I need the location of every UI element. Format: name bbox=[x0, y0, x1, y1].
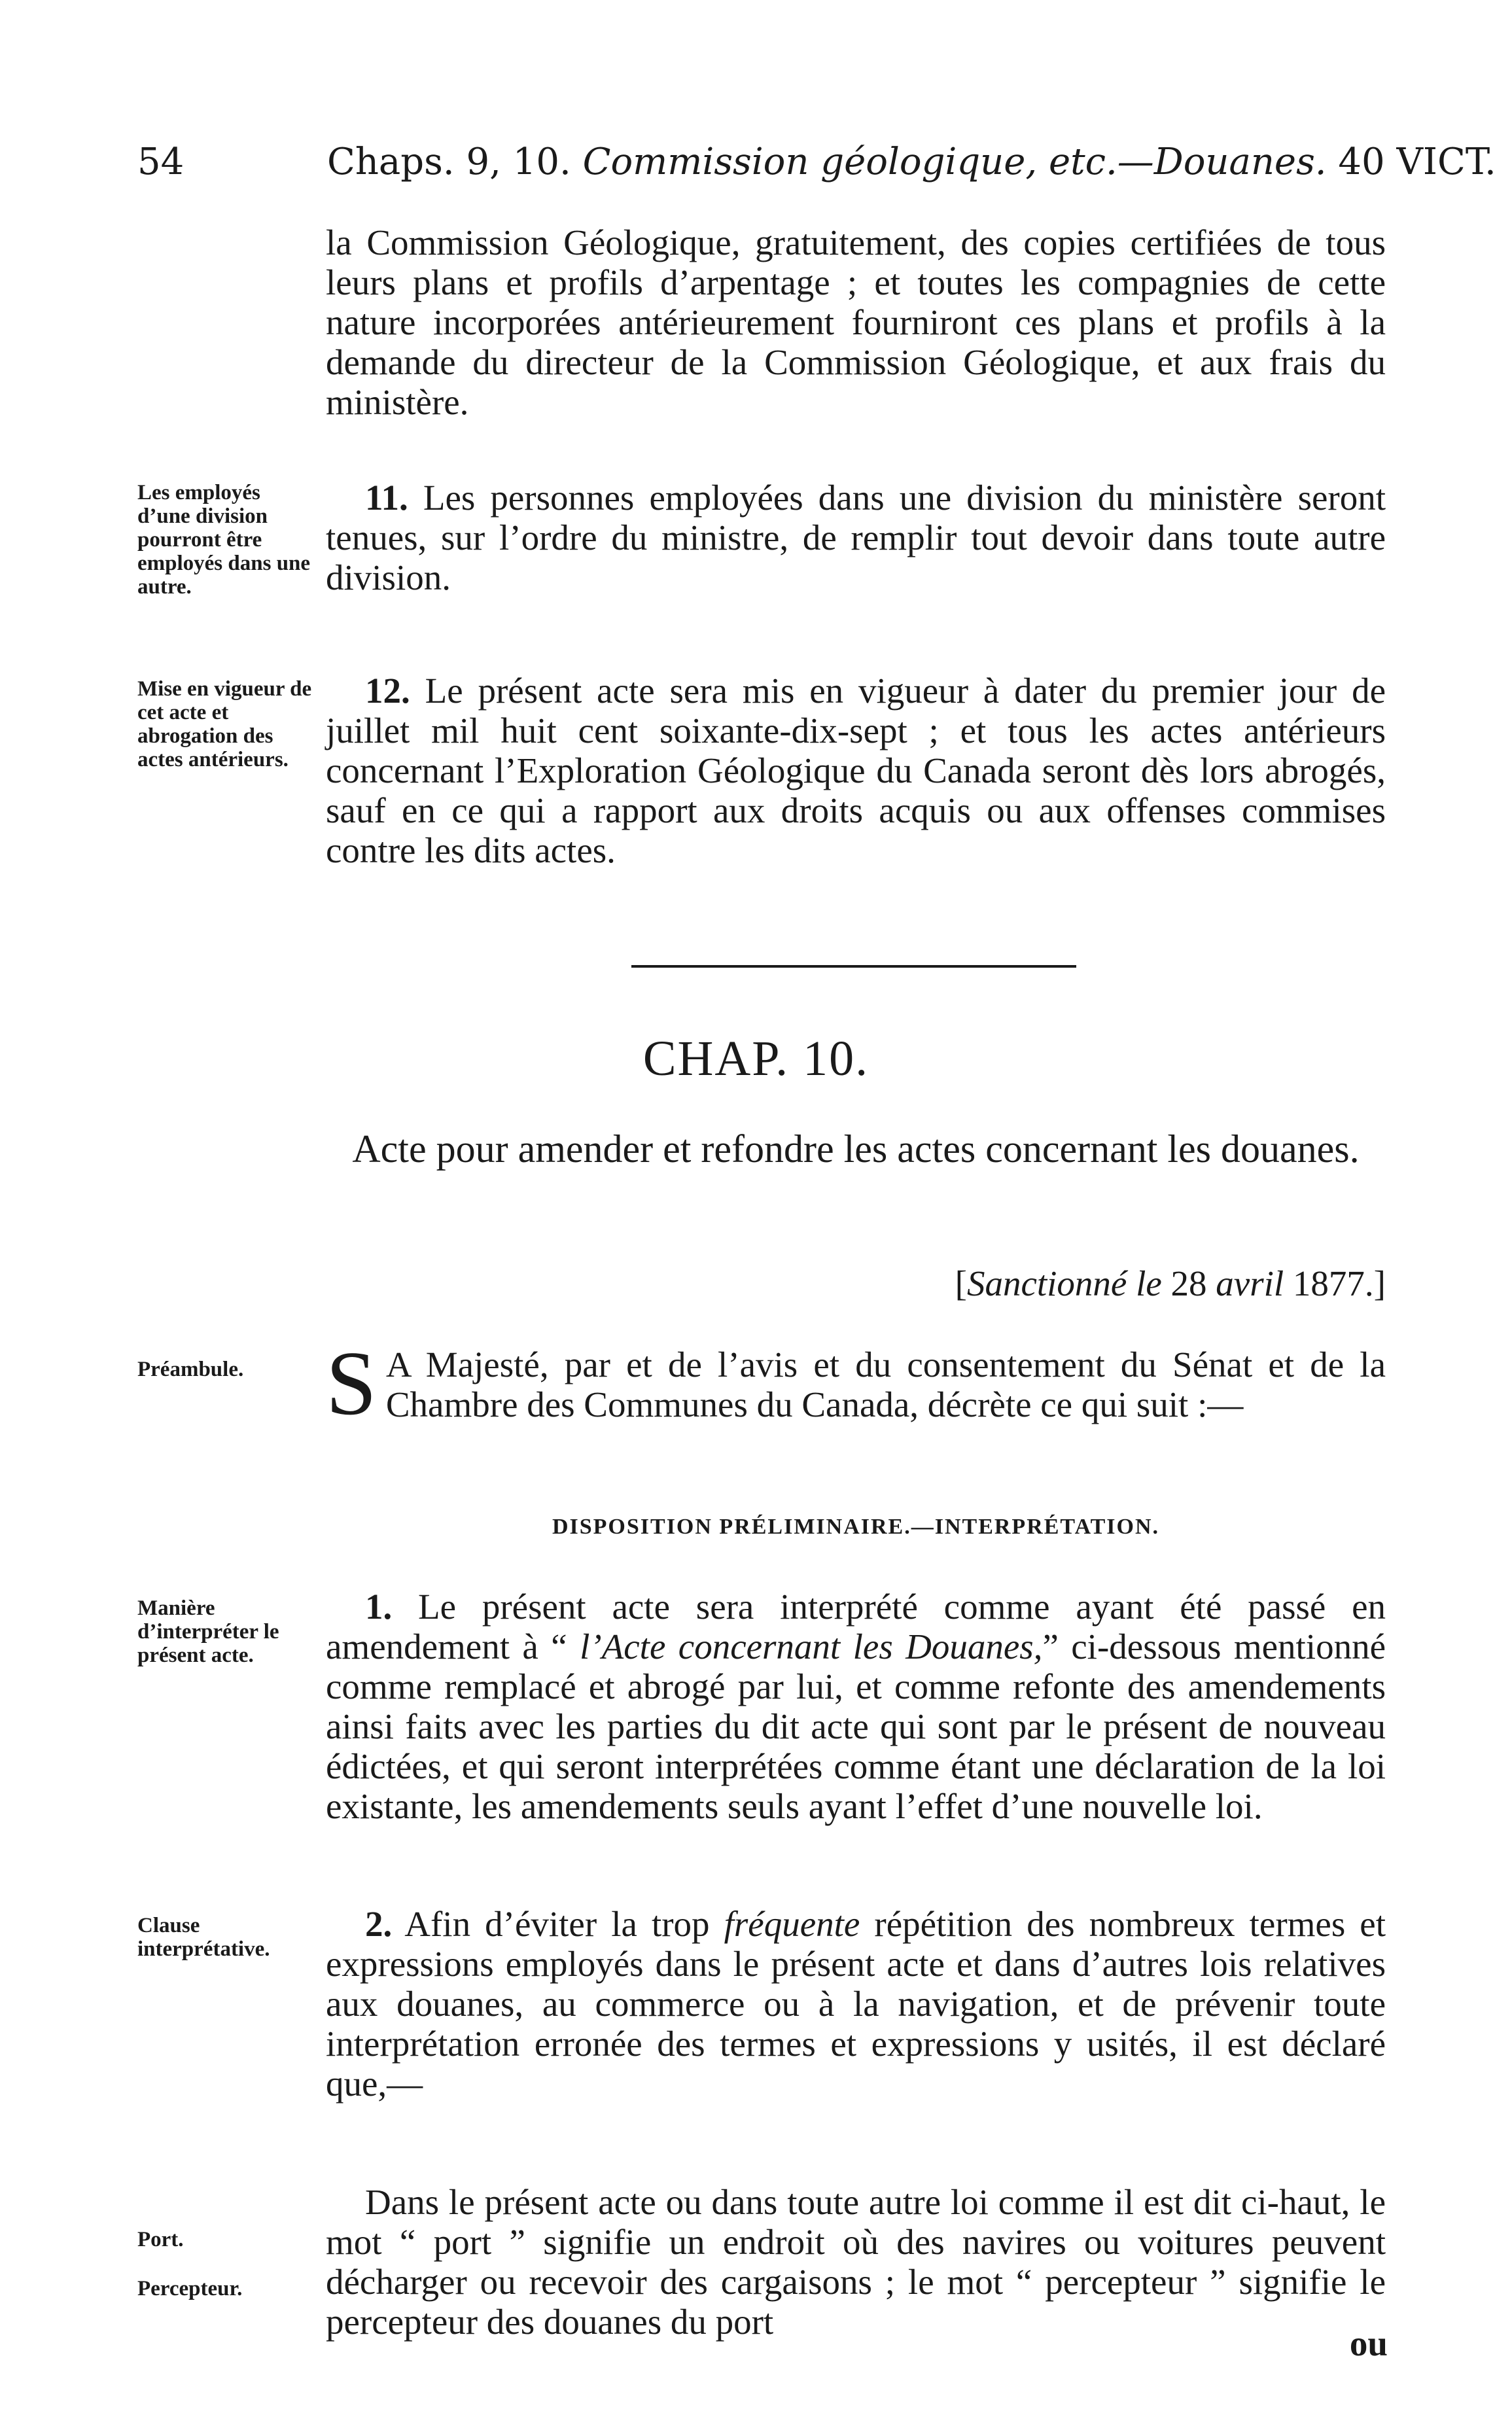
sanction-day: 28 bbox=[1170, 1263, 1207, 1303]
section12 bbox=[326, 671, 1386, 870]
sanction-year: 1877. bbox=[1292, 1263, 1374, 1303]
definitions bbox=[326, 2182, 1386, 2342]
running-header bbox=[0, 141, 1512, 186]
preamble-marginal-note: Préambule. bbox=[137, 1358, 244, 1381]
definitions-text: Dans le présent acte ou dans toute autre loi comme il est dit ci-haut, le mot “ port ” signifie un endroit où des navires ou voitures peuvent décharger ou recevoir des cargaisons ; le mot “ percepteur ” signifie le percepteur des douanes du port bbox=[326, 2182, 1386, 2342]
sanction-italic: Sanctionné le bbox=[966, 1263, 1162, 1303]
chapter-title: Acte pour amender et refondre les actes concernant les douanes. bbox=[352, 1127, 1360, 1171]
section1-text-after: ” ci-dessous mentionné comme remplacé et abrogé par lui, et comme refonte des amendements ainsi faits avec les parties du dit acte qui sont par le présent de nouveau édictées, et qui seront interprétées comme étant une déclaration de la loi existante, les amendements seuls ayant l’effet d’une nouvelle loi. bbox=[326, 1627, 1386, 1826]
section11-marginal-note: Les employés d’une division pourront être employés dans une autre. bbox=[137, 481, 311, 599]
section1-text-italic: l’Acte concernant les Douanes, bbox=[580, 1627, 1043, 1666]
section12-text: Le présent acte sera mis en vigueur à dater du premier jour de juillet mil huit cent soixante-dix-sept ; et tous les actes antérieurs concernant l’Exploration Géologique du Canada seront dès lors abrogés, sauf en ce qui a rapport aux droits acquis ou aux offenses commises contre les dits actes. bbox=[326, 671, 1386, 870]
running-title-prefix: Chaps. 9, 10. bbox=[327, 141, 571, 183]
section-divider-rule bbox=[631, 965, 1076, 968]
section12-number: 12. bbox=[365, 671, 410, 711]
section2-number: 2. bbox=[365, 1904, 393, 1944]
page-number: 54 bbox=[137, 141, 185, 183]
subheading: DISPOSITION PRÉLIMINAIRE.—INTERPRÉTATION. bbox=[552, 1515, 1160, 1539]
section1-marginal-note: Manière d’interpréter le présent acte. bbox=[137, 1596, 279, 1667]
section2-marginal-note: Clause interprétative. bbox=[137, 1914, 270, 1961]
catchword: ou bbox=[1349, 2323, 1388, 2363]
section1 bbox=[326, 1587, 1386, 1826]
running-title-italic: Commission géologique, etc.—Douanes. bbox=[582, 141, 1327, 183]
section9-continuation: la Commission Géologique, gratuitement, des copies certifiées de tous leurs plans et profils d’arpentage ; et toutes les compagnies de cette nature incorporées antérieurement fourniront ces plans et profils à la demande du directeur de la Commission Géologique, et aux frais du ministère. bbox=[326, 222, 1386, 422]
section2-text-after: répétition des nombreux termes et expressions employés dans le présent acte et dans d’autres lois relatives aux douanes, au commerce ou à la navigation, et de prévenir toute interprétation erronée des termes et expressions y usités, il est déclaré que,— bbox=[326, 1904, 1386, 2104]
section12-marginal-note: Mise en vigueur de cet acte et abrogation des actes antérieurs. bbox=[137, 677, 312, 771]
running-title-suffix: 40 VICT. bbox=[1338, 141, 1496, 183]
preamble-dropcap: S bbox=[326, 1333, 377, 1434]
section2-text-before: Afin d’éviter la trop bbox=[392, 1904, 724, 1944]
sanction-month: avril bbox=[1216, 1263, 1284, 1303]
section11-number: 11. bbox=[365, 478, 408, 518]
preamble bbox=[326, 1333, 1386, 1434]
running-title bbox=[327, 141, 1496, 183]
section2-text-italic: fréquente bbox=[724, 1904, 860, 1944]
margin-percepteur: Percepteur. bbox=[137, 2277, 243, 2300]
sanction-date: [Sanctionné le 28 avril 1877.] bbox=[955, 1263, 1386, 1303]
margin-port: Port. bbox=[137, 2228, 184, 2251]
section1-text-before: Le présent acte sera interprété comme ayant été passé en amendement à “ bbox=[326, 1587, 1386, 1666]
section11 bbox=[326, 478, 1386, 597]
section2 bbox=[326, 1904, 1386, 2104]
section1-number: 1. bbox=[365, 1587, 393, 1627]
section11-text: Les personnes employées dans une division du ministère seront tenues, sur l’ordre du ministre, de remplir tout devoir dans toute autre division. bbox=[326, 478, 1386, 597]
chapter-heading: CHAP. 10. bbox=[642, 1031, 870, 1086]
preamble-text: A Majesté, par et de l’avis et du consentement du Sénat et de la Chambre des Communes du Canada, décrète ce qui suit :— bbox=[385, 1345, 1386, 1424]
